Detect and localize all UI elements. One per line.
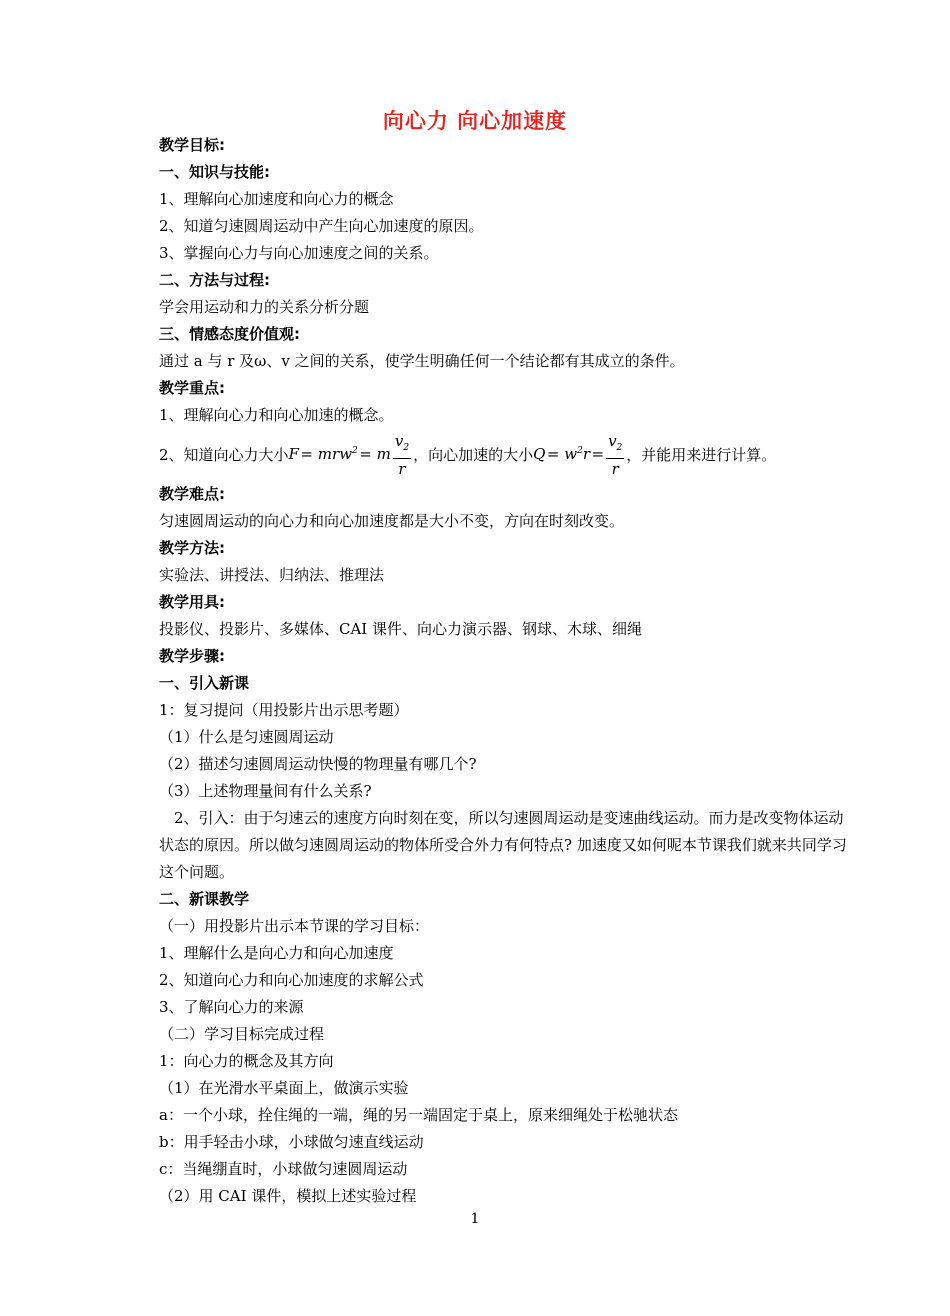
tools-heading: 教学用具: — [159, 593, 225, 611]
list-item: （一）用投影片出示本节课的学习目标： — [159, 917, 430, 935]
list-item: a：一个小球，拴住绳的一端，绳的另一端固定于桌上，原来细绳处于松驰状态 — [159, 1106, 678, 1124]
method-text: 学会用运动和力的关系分析分题 — [159, 298, 370, 316]
list-item: c：当绳绷直时，小球做匀速圆周运动 — [159, 1160, 408, 1178]
list-item: b：用手轻击小球，小球做匀速直线运动 — [159, 1133, 424, 1151]
list-item: 3、掌握向心力与向心加速度之间的关系。 — [159, 244, 439, 262]
steps-heading: 教学步骤: — [159, 647, 225, 665]
methods-text: 实验法、讲授法、归纳法、推理法 — [159, 566, 385, 584]
list-item: 2、知道匀速圆周运动中产生向心加速度的原因。 — [159, 217, 484, 235]
method-heading: 二、方法与过程: — [159, 271, 270, 289]
list-item: 3、了解向心力的来源 — [159, 998, 304, 1016]
attitude-text: 通过 a 与 r 及ω、v 之间的关系，使学生明确任何一个结论都有其成立的条件。 — [159, 352, 685, 370]
list-item: （二）学习目标完成过程 — [159, 1025, 325, 1043]
difficulty-heading: 教学难点: — [159, 485, 225, 503]
list-item: （3）上述物理量间有什么关系? — [159, 782, 372, 800]
list-item: 1、理解向心加速度和向心力的概念 — [159, 190, 394, 208]
page-number: 1 — [470, 1211, 480, 1227]
key-point-2-suffix: ，并能用来进行计算。 — [626, 445, 777, 464]
page-title: 向心力 向心加速度 — [382, 109, 568, 133]
key-point-2-mid: ，向心加速的大小 — [413, 445, 534, 464]
key-point-2-prefix: 2、知道向心力大小 — [159, 445, 289, 464]
new-lesson-heading: 二、新课教学 — [159, 890, 250, 908]
attitude-heading: 三、情感态度价值观: — [159, 325, 300, 343]
list-item: （1）在光滑水平桌面上，做演示实验 — [159, 1079, 409, 1097]
list-item: 1：复习提问（用投影片出示思考题） — [159, 701, 409, 719]
document-body — [159, 132, 859, 1210]
difficulty-text: 匀速圆周运动的向心力和向心加速度都是大小不变，方向在时刻改变。 — [159, 512, 625, 530]
key-points-heading: 教学重点: — [159, 379, 225, 397]
acceleration-formula: Q = $w^2r$ = $\frac{v_2}{r}$ — [533, 432, 623, 478]
force-formula: F = mrw$^2$ = m $\frac{v_2}{r}$ — [288, 432, 410, 478]
tools-text: 投影仪、投影片、多媒体、CAI 课件、向心力演示器、钢球、木球、细绳 — [159, 620, 643, 638]
list-item: （2）描述匀速圆周运动快慢的物理量有哪几个? — [159, 755, 477, 773]
list-item: 2、知道向心力和向心加速度的求解公式 — [159, 971, 424, 989]
key-point-2 — [159, 429, 859, 481]
key-point-1: 1、理解向心力和向心加速的概念。 — [159, 406, 394, 424]
knowledge-heading: 一、知识与技能: — [159, 163, 270, 181]
list-item: （1）什么是匀速圆周运动 — [159, 728, 334, 746]
methods-heading: 教学方法: — [159, 539, 225, 557]
intro-paragraph: 2、引入：由于匀速云的速度方向时刻在变，所以匀速圆周运动是变速曲线运动。而力是改变物体运动状态的原因。所以做匀速圆周运动的物体所受合外力有何特点? 加速度又如何呢本节课我们就来共同学习这个问题。 — [159, 809, 847, 881]
intro-heading: 一、引入新课 — [159, 674, 250, 692]
objectives-heading: 教学目标: — [159, 136, 225, 154]
list-item: 1：向心力的概念及其方向 — [159, 1052, 334, 1070]
list-item: （2）用 CAI 课件，模拟上述实验过程 — [159, 1187, 417, 1205]
list-item: 1、理解什么是向心力和向心加速度 — [159, 944, 394, 962]
